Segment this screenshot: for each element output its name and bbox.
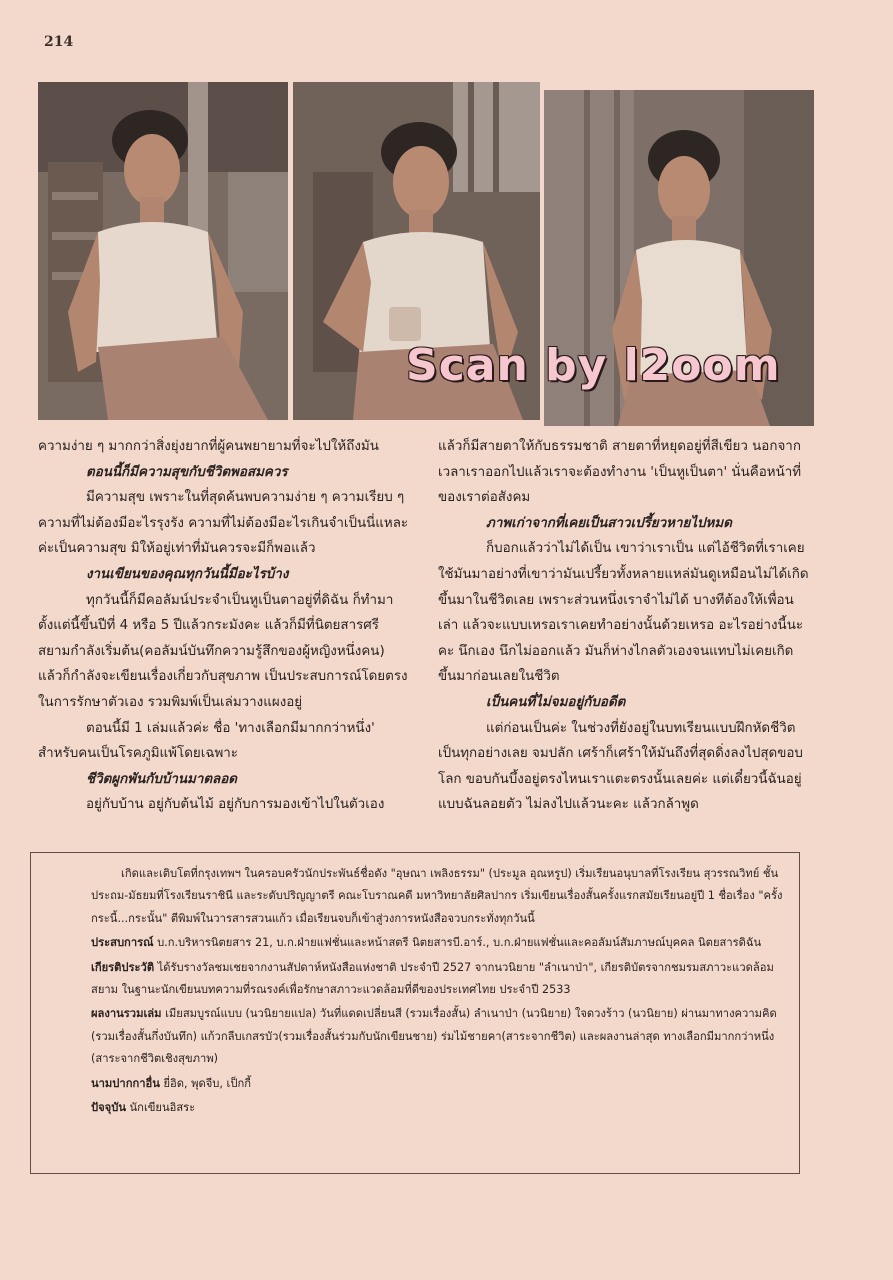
scan-watermark: Scan by l2oom bbox=[406, 340, 781, 391]
bio-label: นามปากกาอื่น bbox=[91, 1076, 160, 1090]
bio-value: ยี่อิด, พุดจีบ, เป็กกี้ bbox=[163, 1076, 251, 1090]
bio-label: เกียรติประวัติ bbox=[91, 960, 155, 974]
bio-intro: เกิดและเติบโตที่กรุงเทพฯ ในครอบครัวนักประพันธ์ชื่อดัง "อุษณา เพลิงธรรม" (ประมูล อุณหรูป) เริ่มเรียนอนุบาลที่โรงเรียน สุวรรณวิทย์ ชั้นประถม-มัธยมที่โรงเรียนราชินี และระดับปริญญาตรี คณะโบราณคดี มหาวิทยาลัยศิลปากร เริ่มเขียนเรื่องสั้นครั้งแรกสมัยเรียนอยู่ปี 1 ชื่อเรื่อง "ครั้งกระนี้...กระนั้น" ตีพิมพ์ในวารสารสวนแก้ว เมื่อเรียนจบก็เข้าสู่วงการหนังสือจวบกระทั่งทุกวันนี้ bbox=[91, 867, 783, 925]
paragraph: ความง่าย ๆ มากกว่าสิ่งยุ่งยากที่ผู้คนพยายามที่จะไปให้ถึงมัน bbox=[38, 439, 379, 454]
article-column-right bbox=[438, 434, 810, 818]
portrait-photo-1 bbox=[38, 82, 288, 420]
author-bio-box bbox=[30, 852, 800, 1174]
bio-label: ประสบการณ์ bbox=[91, 936, 154, 950]
paragraph: อยู่กับบ้าน อยู่กับต้นไม้ อยู่กับการมองเข้าไปในตัวเอง bbox=[86, 797, 385, 813]
question-heading: ภาพเก่าจากที่เคยเป็นสาวเปรี้ยวหายไปหมด bbox=[486, 515, 732, 531]
bio-pen-names bbox=[91, 1073, 789, 1095]
bio-value: นักเขียนอิสระ bbox=[129, 1101, 196, 1115]
bio-value: เมียสมบูรณ์แบบ (นวนิยายแปล) วันที่แดดเปลี่ยนสี (รวมเรื่องสั้น) ลำเนาป่า (นวนิยาย) ใจดวงร้าว (นวนิยาย) ผ่านมาทางความคิด (รวมเรื่องสั้นกึ่งบันทึก) แก้วกลีบเกสรบัว(รวมเรื่องสั้นร่วมกับนักเขียนชาย) ร่มไม้ชายคา(สาระจากชีวิต) และผลงานล่าสุด ทางเลือกมีมากกว่าหนึ่ง (สาระจากชีวิตเชิงสุขภาพ) bbox=[91, 1007, 777, 1066]
bio-honors bbox=[91, 957, 789, 1002]
question-heading: ตอนนี้ก็มีความสุขกับชีวิตพอสมควร bbox=[86, 464, 288, 480]
question-heading: ชีวิตผูกพันกับบ้านมาตลอด bbox=[86, 771, 238, 787]
paragraph: แล้วก็มีสายตาให้กับธรรมชาติ สายตาที่หยุดอยู่ที่สีเขียว นอกจากเวลาเราออกไปแล้วเราจะต้องทำงาน 'เป็นหูเป็นตา' นั่นคือหน้าที่ของเราต่อสังคม bbox=[438, 439, 802, 506]
article-column-left bbox=[38, 434, 410, 818]
page-number: 214 bbox=[44, 34, 74, 50]
bio-experience bbox=[91, 932, 789, 954]
bio-works bbox=[91, 1003, 789, 1070]
question-heading: งานเขียนของคุณทุกวันนี้มีอะไรบ้าง bbox=[86, 566, 289, 582]
paragraph: ก็บอกแล้วว่าไม่ได้เป็น เขาว่าเราเป็น แต่ไอ้ชีวิตที่เราเคยใช้มันมาอย่างที่เขาว่ามันเปรี้ยวทั้งหลายแหล่มันดูเหมือนไม่ได้เกิดขึ้นมาในชีวิตเลย เพราะส่วนหนึ่งเราจำไม่ได้ บางทีต้องให้เพื่อนเล่า แล้วจะแบบเหรอเราเคยทำอย่างนั้นด้วยเหรอ อะไรอย่างนี้นะคะ นึกเอง นึกไม่ออกแล้ว มันก็ห่างไกลตัวเองจนแทบไม่เคยเกิดขึ้นมาก่อนเลยในชีวิต bbox=[438, 541, 809, 685]
bio-current bbox=[91, 1097, 789, 1119]
bio-label: ปัจจุบัน bbox=[91, 1101, 126, 1115]
paragraph: ทุกวันนี้ก็มีคอลัมน์ประจำเป็นหูเป็นตาอยู่ที่ดิฉัน ก็ทำมาตั้งแต่นี้ขึ้นปีที่ 4 หรือ 5 ปีแล้วกระมังคะ แล้วก็มีที่นิตยสารศรีสยามกำลังเริ่มต้น(คอลัมน์บันทึกความรู้สึกของผู้หญิงหนึ่งคน) แล้วก็กำลังจะเขียนเรื่องเกี่ยวกับสุขภาพ เป็นประสบการณ์โดยตรงในการรักษาตัวเอง รวมพิมพ์เป็นเล่มวางแผงอยู่ bbox=[38, 592, 408, 710]
paragraph: แต่ก่อนเป็นค่ะ ในช่วงที่ยังอยู่ในบทเรียนแบบฝึกหัดชีวิตเป็นทุกอย่างเลย จมปลัก เศร้าก็เศร้าให้มันถึงที่สุดดิ่งลงไปสุดขอบโลก ขอบกันบึ้งอยู่ตรงไหนเราแตะตรงนั้นเลยค่ะ แต่เดี๋ยวนี้ฉันอยู่แบบฉันลอยตัว ไม่ลงไปแล้วนะคะ แล้วกล้าพูด bbox=[438, 720, 803, 813]
bio-value: บ.ก.บริหารนิตยสาร 21, บ.ก.ฝ่ายแฟชั่นและหน้าสตรี นิตยสารบี.อาร์., บ.ก.ฝ่ายแฟชั่นและคอลัมน์สัมภาษณ์บุคคล นิตยสารดิฉัน bbox=[157, 936, 762, 950]
paragraph: มีความสุข เพราะในที่สุดค้นพบความง่าย ๆ ความเรียบ ๆ ความที่ไม่ต้องมีอะไรรุงรัง ความที่ไม่ต้องมีอะไรเกินจำเป็นนี่แหละค่ะเป็นความสุข มิให้อยู่เท่าที่มันควรจะมีก็พอแล้ว bbox=[38, 490, 409, 557]
bio-value: ได้รับรางวัลชมเชยจากงานสัปดาห์หนังสือแห่งชาติ ประจำปี 2527 จากนวนิยาย "ลำเนาป่า", เกียรติบัตรจากชมรมสภาวะแวดล้อมสยาม ในฐานะนักเขียนบทความที่รณรงค์เพื่อรักษาสภาวะแวดล้อมที่ดีของประเทศไทย ประจำปี 2533 bbox=[91, 960, 774, 997]
bio-label: ผลงานรวมเล่ม bbox=[91, 1007, 162, 1021]
paragraph: ตอนนี้มี 1 เล่มแล้วค่ะ ชื่อ 'ทางเลือกมีมากกว่าหนึ่ง' สำหรับคนเป็นโรคภูมิแพ้โดยเฉพาะ bbox=[38, 720, 375, 762]
question-heading: เป็นคนที่ไม่จมอยู่กับอดีต bbox=[486, 694, 626, 710]
